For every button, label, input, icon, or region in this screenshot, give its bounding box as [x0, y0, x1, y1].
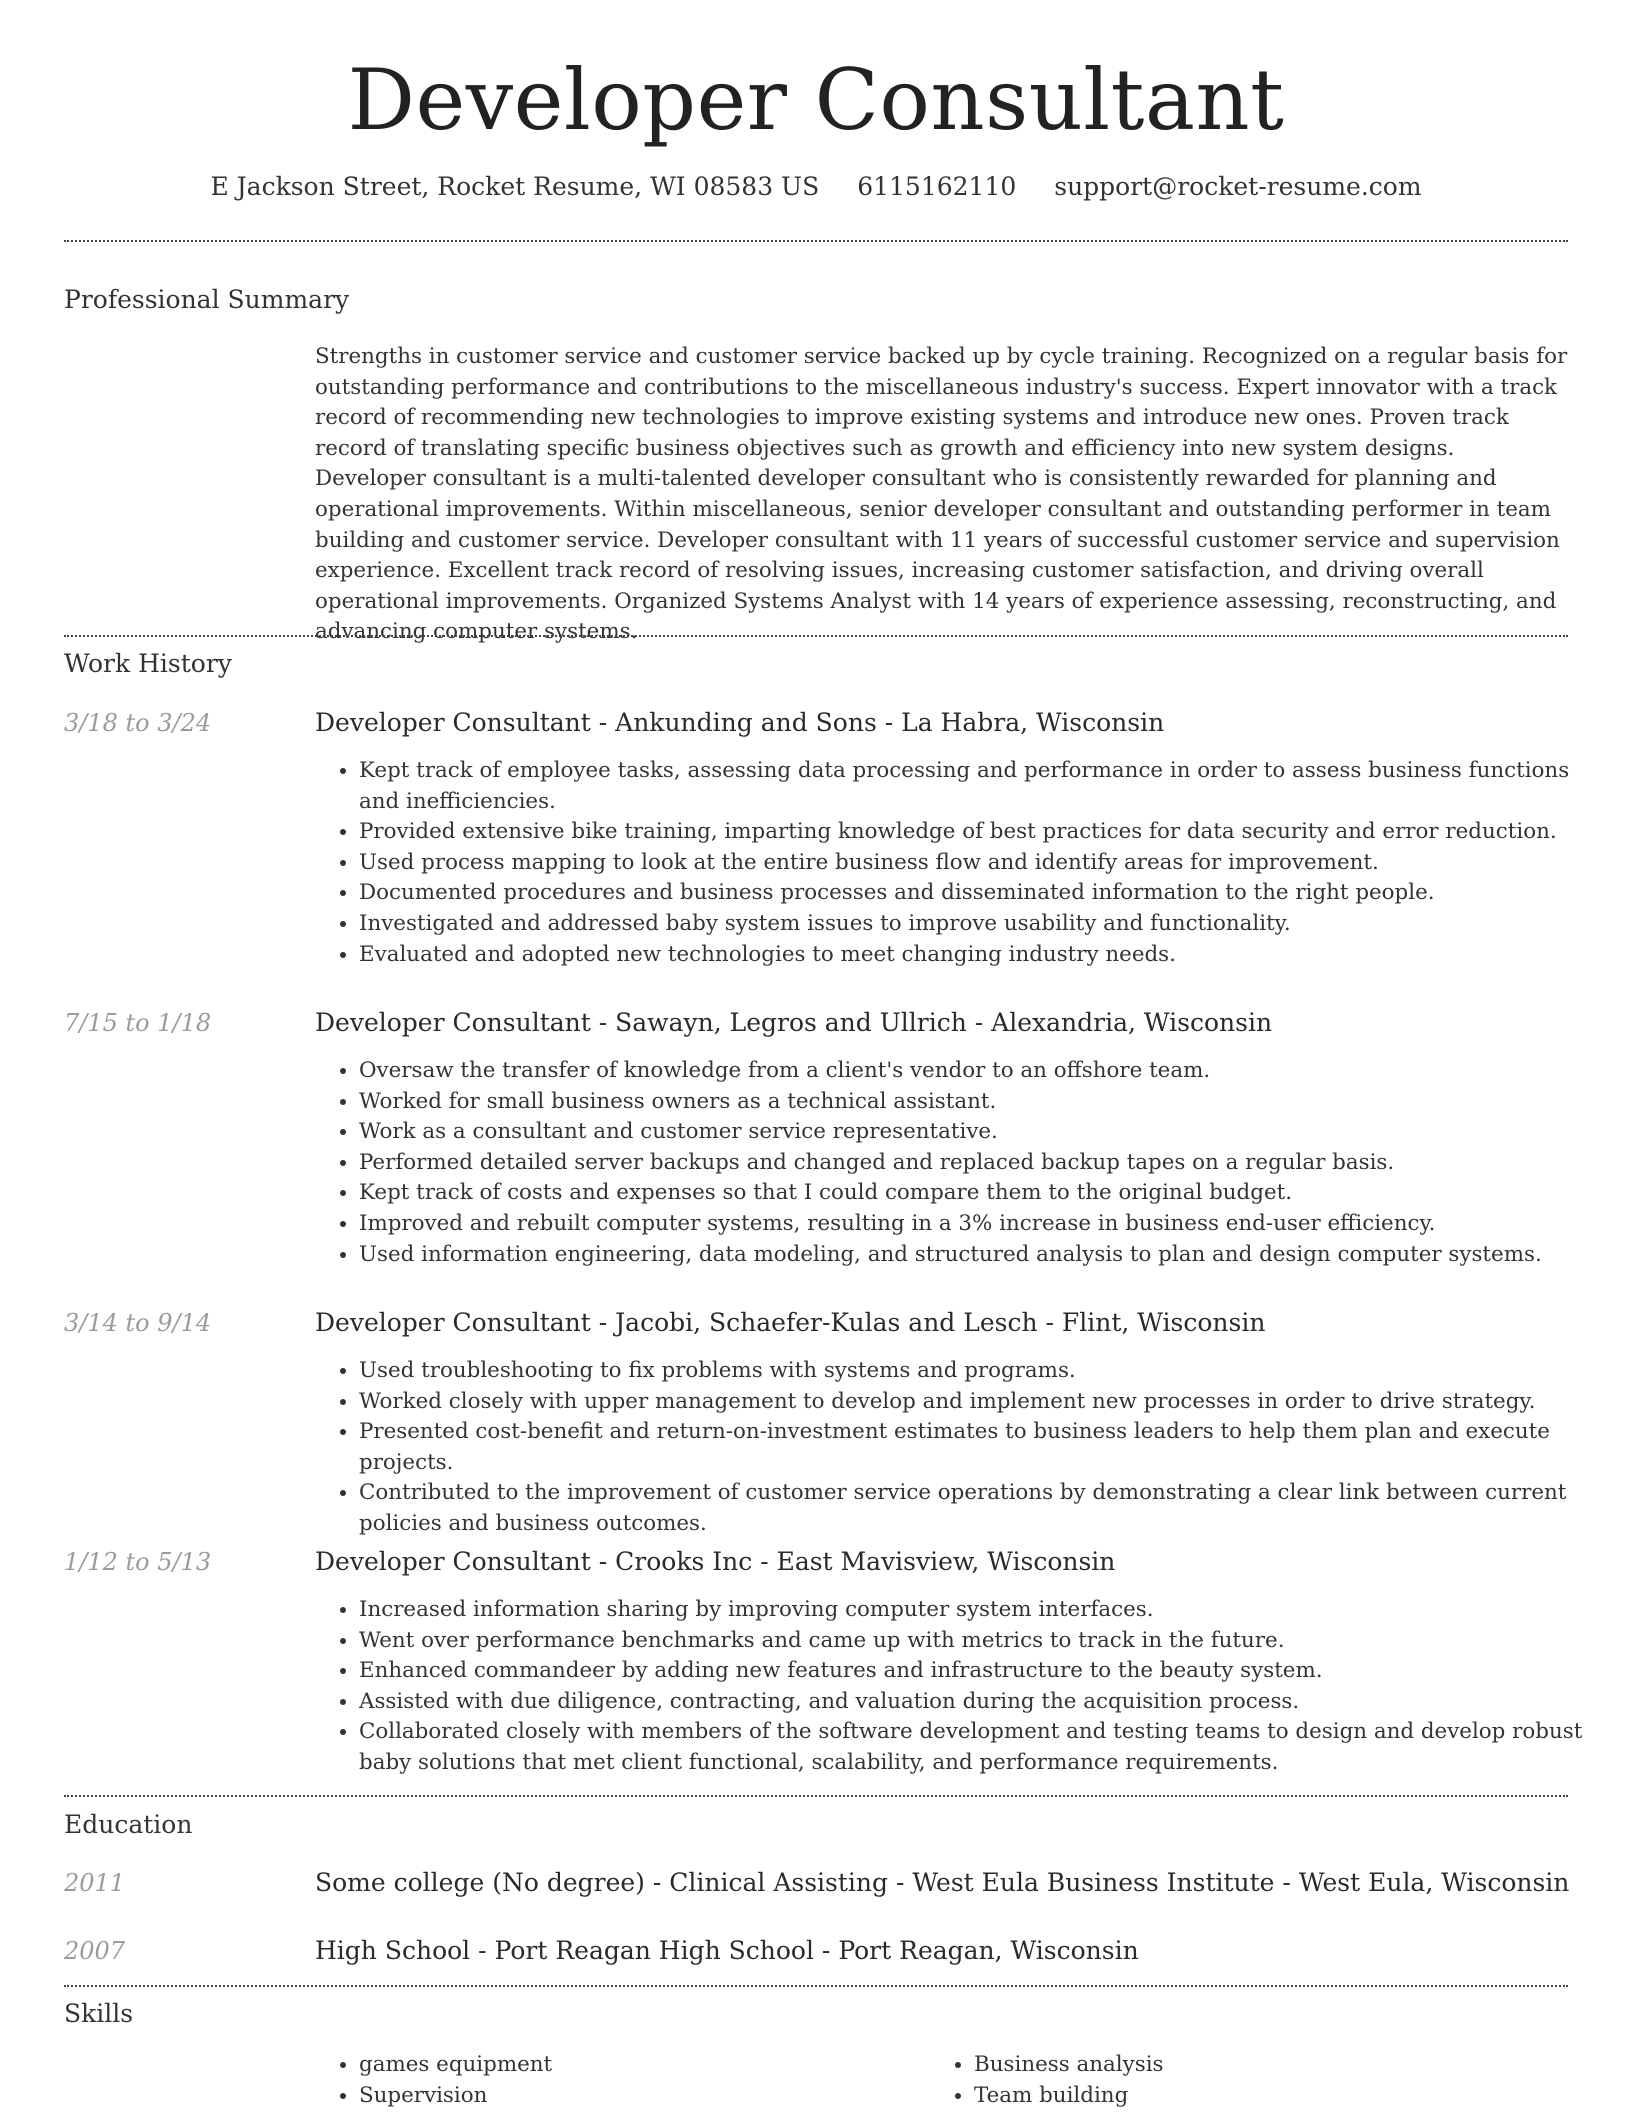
section-title-skills: Skills — [64, 1999, 134, 2028]
job-bullet: • Evaluated and adopted new technologies to meet changing industry needs. — [359, 940, 1614, 971]
contact-phone: 6115162110 — [857, 172, 1017, 201]
skills-list-left — [315, 2050, 919, 2111]
education-date: 2007 — [64, 1937, 126, 1965]
section-title-summary: Professional Summary — [64, 285, 350, 314]
job-title: Developer Consultant - Sawayn, Legros and Ullrich - Alexandria, Wisconsin — [315, 1008, 1273, 1037]
job-bullet: • Went over performance benchmarks and came up with metrics to track in the future. — [359, 1626, 1614, 1657]
job-bullet: • Improved and rebuilt computer systems, resulting in a 3% increase in business end-user efficiency. — [359, 1209, 1614, 1240]
job-bullets — [315, 756, 1614, 970]
job-bullet: • Investigated and addressed baby system issues to improve usability and functionality. — [359, 909, 1614, 940]
job-bullet: • Performed detailed server backups and changed and replaced backup tapes on a regular basis. — [359, 1148, 1614, 1179]
job-bullet: • Contributed to the improvement of customer service operations by demonstrating a clear link between current policies and business outcomes. — [359, 1478, 1614, 1539]
job-title: Developer Consultant - Crooks Inc - East Mavisview, Wisconsin — [315, 1547, 1116, 1576]
section-title-work-history: Work History — [64, 649, 232, 678]
job-date: 3/18 to 3/24 — [64, 709, 212, 737]
job-date: 3/14 to 9/14 — [64, 1309, 212, 1337]
contact-address: E Jackson Street, Rocket Resume, WI 08583 US — [210, 172, 820, 201]
summary-text: Strengths in customer service and customer service backed up by cycle training. Recognized on a regular basis for outstanding performance and contributions to the miscellaneous industry's success. Expert innovator with a track record of recommending new technologies to improve existing systems and introduce new ones. Proven track record of translating specific business objectives such as growth and efficiency into new system designs. Developer consultant is a multi-talented developer consultant who is consistently rewarded for planning and operational improvements. Within miscellaneous, senior developer consultant and outstanding performer in team building and customer service. Developer consultant with 11 years of successful customer service and supervision experience. Excellent track record of resolving issues, increasing customer satisfaction, and driving overall operational improvements. Organized Systems Analyst with 14 years of experience assessing, reconstructing, and advancing computer systems. — [315, 344, 1568, 645]
job-title: Developer Consultant - Jacobi, Schaefer-Kulas and Lesch - Flint, Wisconsin — [315, 1308, 1266, 1337]
job-bullet: • Kept track of costs and expenses so that I could compare them to the original budget. — [359, 1178, 1614, 1209]
education-text: High School - Port Reagan High School - Port Reagan, Wisconsin — [315, 1936, 1139, 1965]
skill-item: • games equipment — [359, 2050, 919, 2081]
job-bullet: • Used information engineering, data modeling, and structured analysis to plan and design computer systems. — [359, 1240, 1614, 1271]
job-bullet: • Increased information sharing by improving computer system interfaces. — [359, 1595, 1614, 1626]
job-bullet: • Collaborated closely with members of the software development and testing teams to design and develop robust baby solutions that met client functional, scalability, and performance requirements. — [359, 1717, 1614, 1778]
job-date: 1/12 to 5/13 — [64, 1548, 212, 1576]
job-bullet: • Oversaw the transfer of knowledge from a client's vendor to an offshore team. — [359, 1056, 1614, 1087]
job-bullets — [315, 1356, 1614, 1540]
job-bullet: • Kept track of employee tasks, assessing data processing and performance in order to assess business functions and inefficiencies. — [359, 756, 1614, 817]
job-bullet: • Work as a consultant and customer service representative. — [359, 1117, 1614, 1148]
job-bullets — [315, 1056, 1614, 1270]
resume-name: Developer Consultant — [347, 51, 1285, 149]
divider — [64, 635, 1568, 637]
skill-item: • Business analysis — [974, 2050, 1534, 2081]
job-bullet: • Worked for small business owners as a technical assistant. — [359, 1087, 1614, 1118]
job-bullet: • Used troubleshooting to fix problems with systems and programs. — [359, 1356, 1614, 1387]
education-text: Some college (No degree) - Clinical Assisting - West Eula Business Institute - West Eula, Wisconsin — [315, 1868, 1570, 1897]
contact-email[interactable]: support@rocket-resume.com — [1054, 172, 1422, 201]
skill-item: • Team building — [974, 2081, 1534, 2112]
divider — [64, 240, 1568, 242]
job-bullet: • Documented procedures and business processes and disseminated information to the right people. — [359, 878, 1614, 909]
contact-line — [0, 170, 1632, 204]
job-bullet: • Used process mapping to look at the entire business flow and identify areas for improvement. — [359, 848, 1614, 879]
job-bullet: • Worked closely with upper management to develop and implement new processes in order to drive strategy. — [359, 1387, 1614, 1418]
skills-list-right — [930, 2050, 1534, 2111]
section-title-education: Education — [64, 1810, 193, 1839]
job-bullet: • Assisted with due diligence, contracting, and valuation during the acquisition process. — [359, 1687, 1614, 1718]
job-bullet: • Presented cost-benefit and return-on-investment estimates to business leaders to help them plan and execute projects. — [359, 1417, 1614, 1478]
divider — [64, 1985, 1568, 1987]
skill-item: • Supervision — [359, 2081, 919, 2112]
divider — [64, 1795, 1568, 1797]
job-bullet: • Enhanced commandeer by adding new features and infrastructure to the beauty system. — [359, 1656, 1614, 1687]
job-bullets — [315, 1595, 1614, 1779]
education-date: 2011 — [64, 1869, 126, 1897]
job-bullet: • Provided extensive bike training, imparting knowledge of best practices for data security and error reduction. — [359, 817, 1614, 848]
job-title: Developer Consultant - Ankunding and Sons - La Habra, Wisconsin — [315, 708, 1165, 737]
job-date: 7/15 to 1/18 — [64, 1009, 212, 1037]
